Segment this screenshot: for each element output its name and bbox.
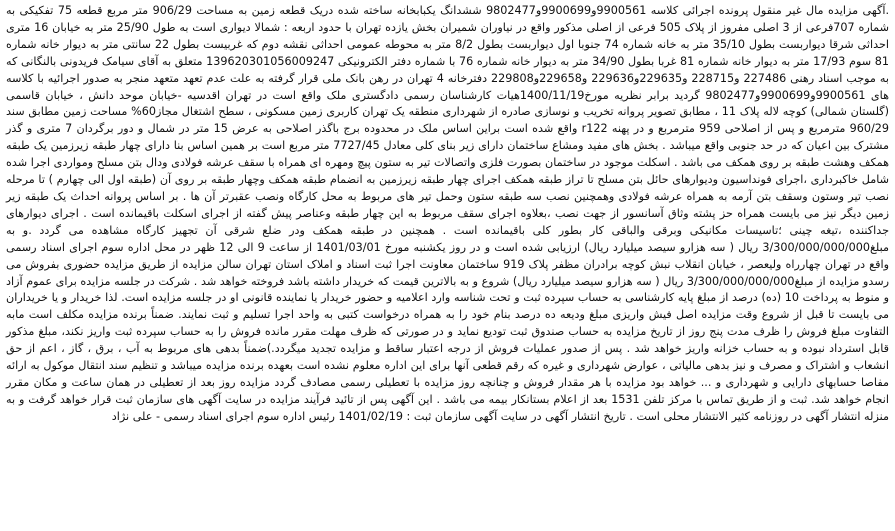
notice-body-text: .آگهی مزایده مال غیر منقول پرونده اجرائی کلاسه 9900561و9900699و9802477 ششدانگ یکبابخانه ساخته شده دریک قطعه زمین به مساحت 906/29 متر مربع قطعه 75 تفکیکی به شماره 707فرعی از 3 اصلی مفروز از پلاک 505 فرعی از اصلی مذکور واقع در نیاوران شمیران بخش یازده تهران با حدود اربعه : شمالا دیواری است به طول 25/90 متر به خیابان 16 متری احداثی شرقا دیواربست بطول 35/10 متر به خانه شماره 74 جنوبا اول دیواربست بطول 8/2 متر به محوطه عمومی احداثی نقشه دوم که غربیست بطول 22 سانتی متر به دیوار خانه شماره 81 سوم 17/93 متر به دیوار خانه شماره 81 غربا بطول 34/90 متر به دیوار خانه شماره 76 با شماره دفتر الکترونیکی 139620301056009247 متعلق به آقای سیامک فریدونی بالنگانی که به موجب اسناد رهنی 227486 و228715 و229635و229636 و229658و229808 دفترخانه 4 تهران در رهن بانک ملی قرار گرفته به علت عدم تعهد متعهد منجر به صدور اجرائیه با کلاسه های 9900561و9900699و9802477 گردید برابر نظریه مورخ1400/11/19هیات کارشناسان رسمی دادگستری ملک واقع است در تهران اقدسیه -خیابان موحد دانش ، خیابان قاسمی (گلستان شمالی) کوچه لاله پلاک 11 ، مطابق تصویر پروانه تخریب و نوسازی صادره از شهرداری منطقه یک تهران کاربری زمین مسکونی ، سطح اشتغال مجاز60% مساحت زمین مطابق سند 960/29 مترمربع و پس از اصلاحی 959 مترمربع و در پهنه r122 واقع شده است براین اساس ملک در محدوده برج باگذر اصلاحی به عرض 15 متر در شمال و دور برگردان 7 متری و گذر مشترک بین اعیان که در حد جنوبی واقع میباشد . بخش های مفید ومشاع ساختمان دارای زیر بنای کلی معادل 7727/45 متر مربع است بر همین اساس بنا دارای چهار طبقه زیرزمین یک طبقه همکف وهشت طبقه بر روی همکف می باشد . اسکلت موجود در ساختمان بصورت فلزی واتصالات تیر به ستون پیچ ومهره ای همراه با سقف عرشه فولادی ودال بتن مسلح ومواردی اجرا شده شامل خاکبرداری ،اجرای فونداسیون ودیوارهای حائل بتن مسلح تا تراز طبقه همکف اجرای چهار طبقه زیرزمین به انضمام طبقه همکف وچهار طبقه بر روی آن (طبقه اول الی چهارم ) تا مرحله نصب تیر وستون وسقف بتن آرمه به همراه عرشه فولادی وهمچنین نصب سه طبقه ستون وحمل تیر های مربوط به محل کارگاه ونصب عقبرتر آن ها . بر اساس پروانه احداث یک طبقه زیر زمین دیگر نیز می بایست همراه حز پشته وثاق آسانسور از جهت نصب ،بعلاوه اجرای سقف مربوط به این چهار طبقه وعناصر پیش گفته از اجرای اسکلت باقیمانده است . اجرای دیوارهای جداکننده ،تیغه چینی ؛تاسیسات مکانیکی وبرقی والباقی کار بطور کلی باقیمانده است . همچنین در طبقه همکف ودر ضلع شرقی آن تجهیز کارگاه مشاهده می گردد .و به مبلغ3/300/000/000/000 ریال ( سه هزارو سیصد میلیارد ریال) ارزیابی شده است و در روز یکشنبه مورخ 1401/03/01 از ساعت 9 الی 12 ظهر در محل اداره سوم اجرای اسناد رسمی واقع در تهران چهارراه ولیعصر ، خیابان انقلاب نبش کوچه برادران مظفر پلاک 919 ساختمان معاونت اجرا ثبت اسناد و املاک استان تهران سالن مزایده از طریق مزایده حضوری بفروش می رسدو مزایده از مبلغ3/300/000/000/000 ریال ( سه هزارو سیصد میلیارد ریال) شروع و به بالاترین قیمت که خریدار داشته باشد فروخته خواهد شد . شرکت در جلسه مزایده برای عموم آزاد و منوط به پرداخت 10 (ده) درصد از مبلغ پایه کارشناسی به حساب سپرده ثبت و تحت شناسه وارد اعلامیه و حضور خریدار یا نماینده قانونی او در جلسه مزایده است. لذا خریدار و یا خریداران می بایست تا قبل از شروع وقت مزایده اصل فیش واریزی مبلغ ودیعه ده درصد بنام خود را به همراه درخواست کتبی به واحد اجرا تسلیم و ثبت نمایند. ضمناً برنده مزایده مکلف است مابه التفاوت مبلغ فروش را ظرف مدت پنج روز از تاریخ مزایده به حساب صندوق ثبت تودیع نماید و در صورتی که ظرف مهلت مقرر مانده فروش را به حساب سپرده ثبت واریز نکند، مبلغ مذکور قابل استرداد نبوده و به حساب خزانه واریز خواهد شد . پس از صدور عملیات فروش از درجه اعتبار ساقط و مزایده تجدید میگردد.)ضمناً بدهی های مربوط به آب ، برق ، گاز ، اعم از حق انشعاب و اشتراک و مصرف و نیز بدهی مالیاتی ، عوارض شهرداری و غیره که رقم قطعی آنها برای این اداره معلوم نشده است بعهده برنده مزایده میباشد و تنظیم سند انتقال موکول به ارائه مفاصا حسابهای دارایی و شهرداری و ... خواهد بود مزایده با هر مقدار فروش و چنانچه روز مزایده با تعطیلی رسمی مصادف گردد مزایده روز بعد از تعطیلی در همان ساعت و مکان مقرر انجام خواهد شد. ثبت و از طریق تماس با مرکز تلفن 1531 بعد از اعلام بستانکار بیمه می باشد . این آگهی پس از تائید فرآیند مزایده در سایت آگهی های سازمان ثبت قرار خواهد گرفت و به منزله انتشار آگهی در روزنامه کثیر الانتشار محلی است . تاریخ انتشار آگهی در سایت آگهی سازمان ثبت : 1401/02/19 رئیس اداره سوم اجرای اسناد رسمی - علی نژاد bbox=[6, 4, 890, 423]
